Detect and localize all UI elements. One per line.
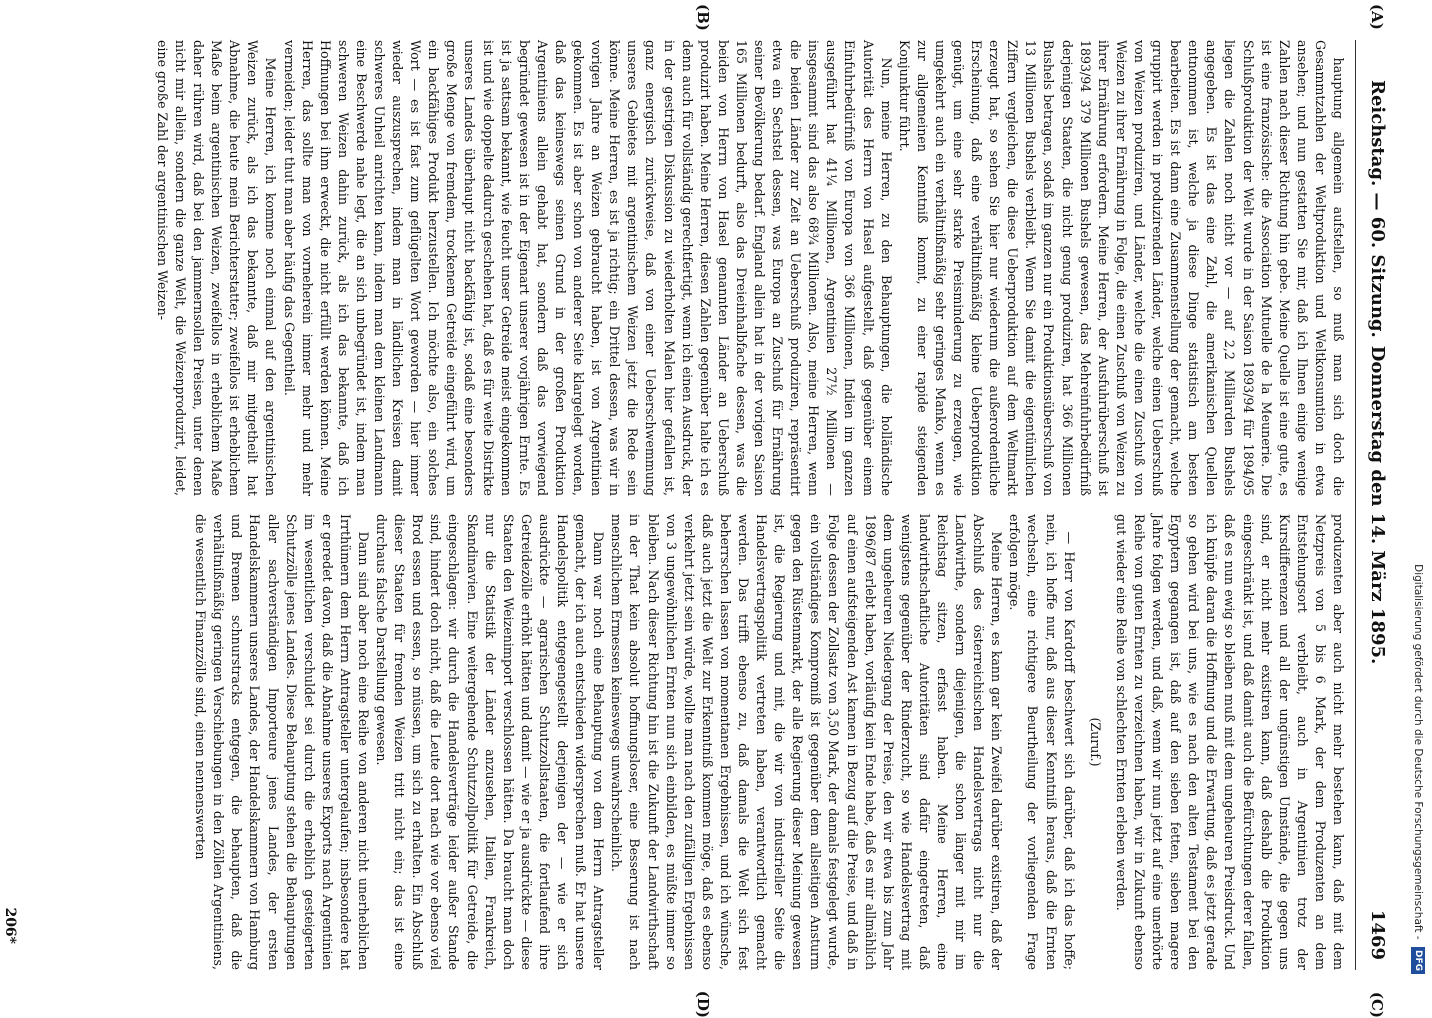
- paragraph: Nun, meine Herren, zu den Behauptungen, die holländische Autorität des Herrn von Hasel aufgestellt, daß gegenüber einem Einfuhrbedürfniß von Europa von 366 Millionen, Indien im ganzen ausgeführt hat 41¼ Millionen, Argentinien 27½ Millionen — insgesammt sind das also 68¾ Millionen. Also, meine Herren, wenn die beiden Länder zur Zeit an Ueberschuß produziren, repräsentirt etwa ein Sechstel dessen, was Europa an Zuschuß für Ernährung seiner Bevölkerung bedarf. England allein hat in der vorigen Saison 165 Millionen bedurft, also das Dreieinhalbfache dessen, was die beiden von Herrn von Hasel genannten Länder an Ueberschuß produzirt haben. Meine Herren, diesen Zahlen gegenüber halte ich es denn auch für vollständig gerechtfertigt, wenn ich einen Ausdruck, der in der gestrigen Diskussion zu wiederholten Malen hier gefallen ist, ganz energisch zurückweise, daß von einer Ueberschwemmung unseres Gebietes mit argentinischem Weizen jetzt die Rede sein könne. Meine Herren, es ist ja richtig; ein Drittel dessen, was wir in vorigen Jahre an Weizen gebraucht haben, ist von Argentinien gekommen. Es ist aber schon von anderer Seite klargelegt worden, daß das keineswegs seinen Grund in der großen Produktion Argentiniens allein gehabt hat, sondern daß das vorwiegend begründet gewesen ist in der Eigenart unserer vorjährigen Ernte. Es ist ja sattsam bekannt, wie feucht unser Getreide meist eingekommen ist und wie doppelte dadurch geschehen hat, daß es für weite Distrikte unseres Landes überhaupt nicht backfähig ist, sodaß eine besonders große Menge von fremdem, trockenem Getreide eingeführt wird, um ein backfähiges Produkt herzustellen. Ich möchte also, ein solches Wort — es ist fast zum geflügelten Wort geworden — hier immer wieder auszusprechen, indem man in ländlichen Kreisen damit schweres Unheil anrichten kann, indem man dem kleinen Landmann eine Beschwerde nahe legt, die an sich unbegründet ist, indem man schweren Weizen dahin zurück, als ich das bekannte, daß ich Hoffnungen bei ihm erweckt, die nicht erfüllt werden können. Meine Herren, das sollte man von vorneherein immer mehr und mehr vermeiden; leider thut man aber häufig das Gegentheil.: [281, 40, 894, 496]
- paragraph: Dann war noch eine Behauptung von dem Herrn Antragsteller gemacht, der ich auch entschieden widersprechen muß. Er hat unsere Handelspolitik entgegengestellt derjenigen der — wie er sich ausdrückte — agrarischen Schutzzollstaaten, die fortlaufend ihre Getreidezölle erhöht hätten und damit — wie er ja ausdrückte — diese Staaten den Weizenimport verschlossen hätten. Da braucht man doch nur die Statistik der Länder anzusehen, Italien, Frankreich, Skandinavien. Eine weitergehende Schutzzollpolitik für Getreide, die eingeschlagen: wir durch die Handelsverträge leider außer Stande sind, hindert doch nicht, daß die Leute dort nach wie vor ebenso viel Brod essen und essen, so müssen, um sich zu erhalten. Ein Abschluß dieser Staaten für fremden Weizen tritt nicht ein; das ist eine durchaus falsche Darstellung gewesen.: [374, 514, 607, 970]
- digitization-credit: [1404, 0, 1432, 1000]
- right-column: [57, 514, 1347, 970]
- paragraph: produzenten aber auch nicht mehr bestehen kann, daß mit dem Netzpreis von 5 bis 6 Mark, der dem Produzenten an dem Entstehungsort verbleibt, auch in Argentinien trotz der Kursdifferenzen und all der ungünstigen Umstände, die gegen uns sind, er nicht mehr existiren kann, daß deshalb die Produktion eingeschränkt ist, und daß damit auch die Befürchtungen derer fallen, daß es nun ewig so bleiben muß mit dem ungeheuren Preisdruck. Und ich knüpfe daran die Hoffnung und die Erwartung, daß es jetzt gerade so gehen wird bei uns, wie es nach den alten Testament bei den Egyptern gegangen ist, daß auf den sieben fetten, sieben magere Jahre folgen werden, und daß, wenn wir nun jetzt auf eine unerhörte Reihe von guten Ernten zu verzeichnen haben, wir in Zukunft ebenso gut wieder eine Reihe von schlechten Ernten erleben werden.: [1113, 514, 1346, 970]
- margin-marker-d: (D): [694, 990, 712, 1018]
- credit-text: Digitalisierung gefördert durch die Deutsche Forschungsgemeinschaft -: [1412, 564, 1424, 940]
- margin-marker-c: (C): [1368, 991, 1386, 1018]
- paragraph: Meine Herren, es kann gar kein Zweifel darüber existiren, daß der Abschluß des österreichischen Handelsvertrags nicht nur die Landwirthe, sondern diejenigen, die schon länger mit mir im Reichstag sitzen, erfasst haben. Meine Herren, eine landwirthschaftliche Autoritäten sind dafür eingetreten, daß wenigstens gegenüber der Rinderzucht, so wie Handelsvertrag mit dem ungeheuren Niedergang der Preise, den wir etwa bis zum Jahr 1896/87 erlebt haben, vorläufig kein Ende habe, daß es mir allmählich auf einen aufsteigenden Ast kamen in Bezug auf die Preise, und daß in Folge dessen der Zollsatz von 3,50 Mark, der damals festgelegt wurde, ein vollständiges Kompromiß ist gegenüber dem allseitigen Ansturm gegen den Rüstenmarkt, der alle Regierung dieser Meinung gewesen ist, die Regierung und mit, die wir von industrieller Seite die Handelsvertragspolitik vertreten haben, verantwortlich gemacht werden. Das trifft ebenso zu, daß damals die Welt sich fest beherrschen lassen von momentanen Ergebnissen, und ich wünsche, daß auch jetzt die Welt zur Erkenntniß kommen möge, daß es ebenso verkehrt jetzt sein würde, wollte man nach den zufälligen Ergebnissen von 3 ungewöhnlichen Ernten nun sich einbilden, es müßte immer so bleiben. Nach dieser Richtung hin ist die Zukunft der Landwirthschaft in der That kein absolut hoffnungsloser, eine Besserung ist nach menschlichem Ermessen keineswegs unwahrscheinlich.: [609, 514, 1005, 970]
- signature-mark: 206*: [2, 907, 18, 944]
- paragraph: — Herr von Kardorff beschwert sich darüber, daß ich das hoffe; nein, ich hoffe nur, daß aus dieser Kenntniß heraus, daß die Ernten wechseln, eine richtigere Beurtheilung der vorliegenden Frage erfolgen möge.: [1007, 514, 1077, 970]
- session-date: Donnerstag den 14. März 1895.: [1367, 345, 1388, 665]
- left-column: [57, 40, 1347, 496]
- session-title: Reichstag. — 60. Sitzung.: [1367, 80, 1388, 338]
- text-columns: [57, 40, 1355, 970]
- dfg-logo: DFG: [1411, 947, 1425, 974]
- paragraph: Dann sind aber noch eine Reihe von anderen nicht unerheblichen Irrthümern dem Herrn Antragsteller untergelaufen; insbesondere hat er geredet davon, daß die Abnahme unseres Exports nach Argentinien im wesentlichen verschuldet sei durch die erheblich gesteigerten Schutzzölle jenes Landes. Diese Behauptung stehen die Behauptungen aller sachverständigen Importeure jenes Landes, der ersten Handelskammern unseres Landes, der Handelskammern von Hamburg und Bremen schnurstracks entgegen, die behaupten, daß die verhältnißmäßig geringen Verschiebungen in den Zöllen Argentiniens, die wesentlich Finanzzölle sind, einen nennenswerten: [193, 514, 372, 970]
- running-head: [1355, 40, 1394, 970]
- paragraph: Meine Herren, ich komme noch einmal auf den argentinischen Weizen zurück, als ich das bekannte, daß mir mitgetheilt hat Abnahme, die heute mein Berichterstatter; zweifellos ist erheblichem Maße beim argentinischen Weizen, zweifellos in erheblichem Maße daher rühren wird, daß bei den jammernsollen Preisen, unter denen nicht mir allein, sondern die ganze Welt, die Weizenproduzirt, leidet, eine große Zahl der argentinischen Weizen-: [154, 40, 279, 496]
- margin-marker-b: (B): [694, 4, 712, 31]
- interjection: (Zuruf.): [1087, 717, 1103, 767]
- paragraph: hauptung allgemein aufstellen, so muß man sich doch die Gesammtzahlen der Weltproduktion und Weltkonsumtion in etwa ansehen; und nun gestatten Sie mir, daß ich Ihnen einige wenige Zahlen nach dieser Richtung hin gebe. Meine Quelle ist eine gute, es ist eine französische: die Association Mutuelle de la Meunerie. Die Schlußproduktion der Welt wurde in der Saison 1893/94 für 1894/95 liegen die Zahlen noch nicht vor — auf 2,2 Milliarden Bushels angegeben. Es ist das eine Zahl, die amerikanischen Quellen entnommen ist, welche ja diese Dinge statistisch am besten bearbeiten. Es ist dann eine Zusammenstellung der gemacht, welche gruppirt werden in produzirenden Länder, welche einen Ueberschuß von Weizen produziren, und Länder, welche die einen Zuschuß von Weizen zu ihrer Ernährung in Folge, die einen Zuschuß von Weizen zu ihrer Ernährung erfordern. Meine Herren, der Ausfuhrüberschuß ist 1893/94 379 Millionen Bushels gewesen, das Mehreinfuhrbedürfniß derjenigen Staaten, die nicht genug produziren, hat 366 Millionen Bushels betragen, sodaß im ganzen nur ein Produktionsüberschuß von 13 Millionen Bushels verbleibt. Wenn Sie damit die eigentümlichen Ziffern vergleichen, die diese Ueberproduktion auf dem Weltmarkt erzeugt hat, so sehen Sie hier nur wiederum die außerordentliche Erscheinung, daß eine verhältnißmäßig kleine Ueberproduktion genügt, um eine sehr starke Preisminderung zu erzeugen, wie umgekehrt auch ein verhältnißmäßig sehr geringes Manko, wenn es zur allgemeinen Kenntniß kommt, zu einer rapide steigenden Konjunktur führt.: [896, 40, 1346, 496]
- margin-marker-a: (A): [1368, 4, 1386, 30]
- page-number: 1469: [1367, 909, 1388, 960]
